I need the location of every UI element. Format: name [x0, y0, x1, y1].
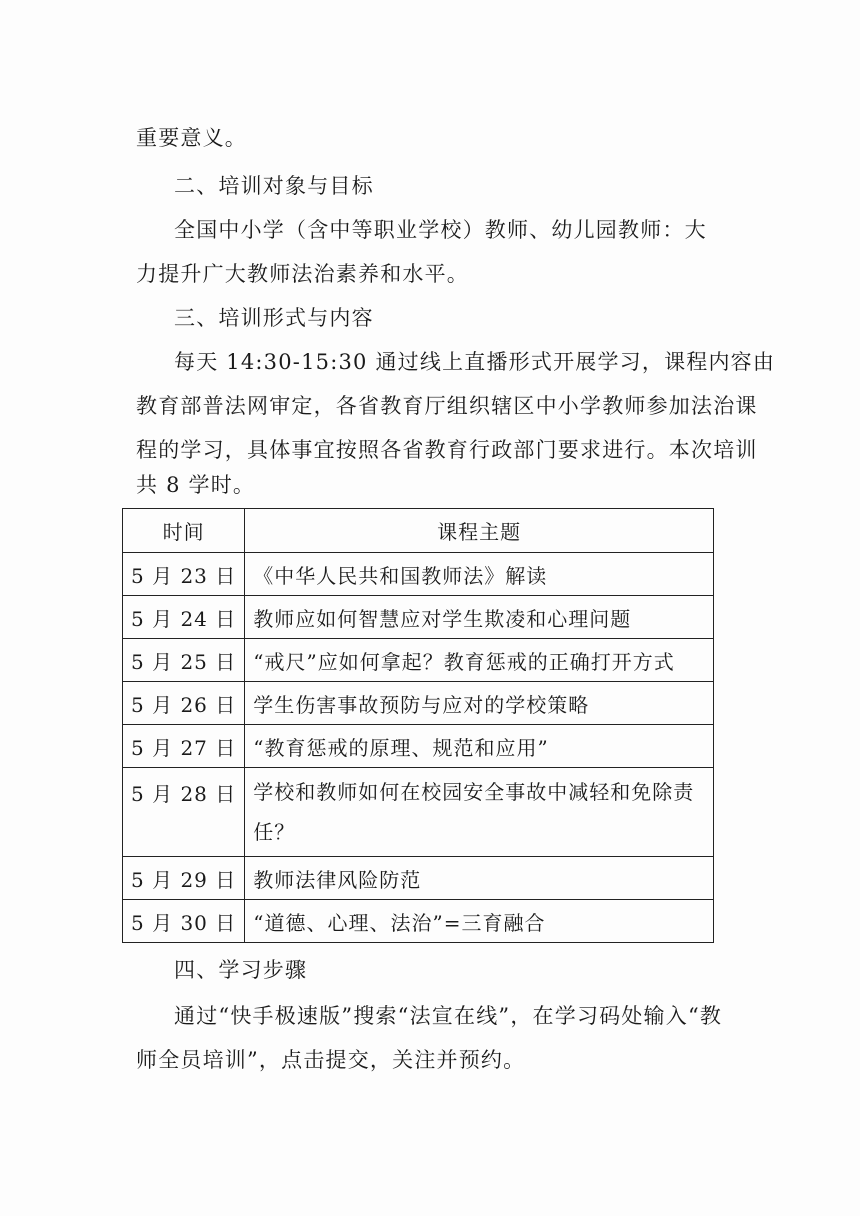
row-topic: 教师应如何智慧应对学生欺凌和心理问题: [245, 596, 714, 639]
section-heading-2: 二、培训对象与目标: [174, 174, 374, 198]
table-row: [123, 900, 714, 943]
table-header-row: [123, 509, 714, 553]
row-topic: 学生伤害事故预防与应对的学校策略: [245, 682, 714, 725]
paragraph-line: 师全员培训”，点击提交，关注并预约。: [136, 1048, 526, 1072]
paragraph-line: 力提升广大教师法治素养和水平。: [136, 262, 469, 286]
paragraph-line: 每天 14:30-15:30 通过线上直播形式开展学习，课程内容由: [174, 350, 776, 374]
table-row: [123, 596, 714, 639]
row-date: 5 月 25 日: [123, 639, 245, 682]
header-time: 时间: [123, 509, 245, 553]
row-date: 5 月 24 日: [123, 596, 245, 639]
row-date: 5 月 29 日: [123, 857, 245, 900]
schedule-table: [122, 508, 714, 943]
row-topic: “教育惩戒的原理、规范和应用”: [245, 725, 714, 768]
table-row: [123, 639, 714, 682]
paragraph-line: 通过“快手极速版”搜索“法宣在线”，在学习码处输入“教: [174, 1004, 723, 1028]
row-topic: [245, 768, 714, 857]
paragraph-line: 教育部普法网审定，各省教育厅组织辖区中小学教师参加法治课: [136, 394, 758, 418]
paragraph-line: 共 8 学时。: [136, 473, 256, 497]
table-row: [123, 682, 714, 725]
row-topic-line: 任？: [253, 820, 296, 844]
row-date: 5 月 30 日: [123, 900, 245, 943]
row-topic: 教师法律风险防范: [245, 857, 714, 900]
row-topic: 《中华人民共和国教师法》解读: [245, 553, 714, 596]
paragraph-line: 全国中小学（含中等职业学校）教师、幼儿园教师：大: [174, 218, 707, 242]
row-date: 5 月 28 日: [123, 768, 245, 857]
row-topic-line: 学校和教师如何在校园安全事故中减轻和免除责: [253, 780, 695, 804]
row-date: 5 月 23 日: [123, 553, 245, 596]
row-date: 5 月 27 日: [123, 725, 245, 768]
section-heading-4: 四、学习步骤: [174, 958, 308, 982]
row-topic: “戒尺”应如何拿起？教育惩戒的正确打开方式: [245, 639, 714, 682]
table-row: [123, 553, 714, 596]
section-heading-3: 三、培训形式与内容: [174, 306, 374, 330]
schedule-table-wrap: [122, 508, 714, 943]
table-row: [123, 768, 714, 857]
paragraph-line: 程的学习，具体事宜按照各省教育行政部门要求进行。本次培训: [136, 438, 758, 462]
row-topic: “道德、心理、法治”=三育融合: [245, 900, 714, 943]
header-topic: 课程主题: [245, 509, 714, 553]
table-row: [123, 857, 714, 900]
table-row: [123, 725, 714, 768]
paragraph-line: 重要意义。: [136, 126, 247, 150]
row-date: 5 月 26 日: [123, 682, 245, 725]
